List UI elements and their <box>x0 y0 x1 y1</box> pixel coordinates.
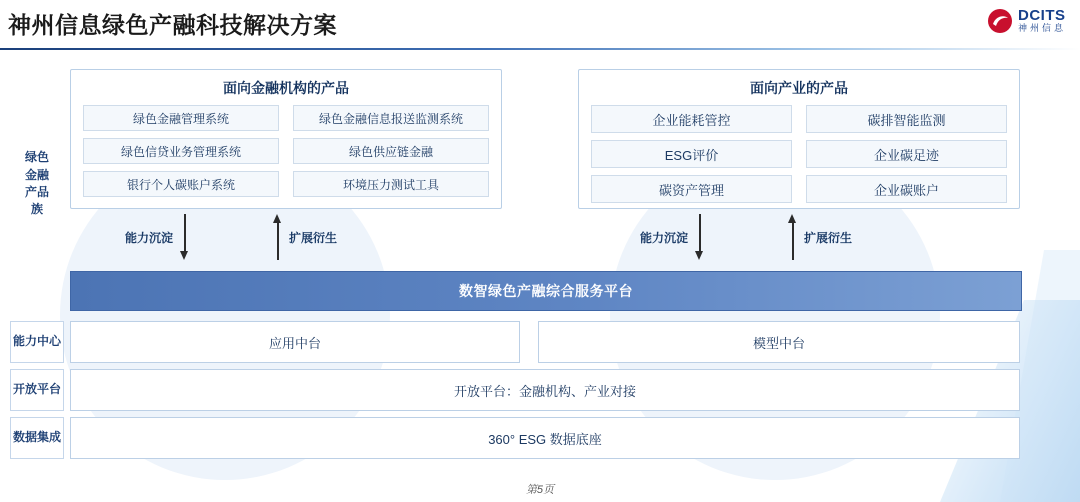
flow-right-capability-precipitation <box>640 214 705 260</box>
flow-left-down-label: 能力沉淀 <box>125 230 174 245</box>
slide-header <box>0 0 1080 49</box>
platform-service-bar-label: 数智绿色产融综合服务平台 <box>459 283 633 299</box>
arrow-up-icon <box>787 214 798 260</box>
arrow-down-icon <box>179 214 190 260</box>
box-model-middle-platform-label: 模型中台 <box>752 335 805 351</box>
rail-label-ability-center-text: 能力中心 <box>12 334 61 349</box>
logo-text-en: DCITS <box>1017 7 1066 25</box>
panel-financial-institution-products <box>70 69 502 209</box>
rail-label-ability-center <box>10 321 64 363</box>
page-title: 神州信息绿色产融科技解决方案 <box>8 12 337 38</box>
rail-label-data-integration-text: 数据集成 <box>12 430 61 445</box>
panel-left-title: 面向金融机构的产品 <box>223 80 349 96</box>
flow-left-capability-precipitation <box>125 214 190 260</box>
product-tile[interactable]: 绿色金融信息报送监测系统 <box>293 105 489 131</box>
arrow-up-icon <box>272 214 283 260</box>
diagram-canvas <box>0 49 1080 502</box>
platform-service-bar[interactable] <box>70 271 1022 311</box>
box-open-platform[interactable] <box>70 369 1020 411</box>
rail-label-open-platform-text: 开放平台 <box>12 382 61 397</box>
panel-right-title: 面向产业的产品 <box>750 80 848 96</box>
flow-right-extension-derivation <box>787 214 852 260</box>
product-tile[interactable]: 企业碳足迹 <box>806 140 1007 168</box>
rail-label-open-platform <box>10 369 64 411</box>
box-data-foundation[interactable] <box>70 417 1020 459</box>
dcits-swoosh-icon <box>987 8 1013 34</box>
flow-right-up-label: 扩展衍生 <box>804 230 853 245</box>
product-tile[interactable]: 绿色金融管理系统 <box>83 105 279 131</box>
box-application-middle-platform-label: 应用中台 <box>268 335 321 351</box>
product-tile[interactable]: 绿色信贷业务管理系统 <box>83 138 279 164</box>
box-data-foundation-label: 360° ESG 数据底座 <box>488 431 602 447</box>
logo-text-cn: 神州信息 <box>1017 23 1066 34</box>
product-tile[interactable]: 企业碳账户 <box>806 175 1007 203</box>
product-tile[interactable]: 银行个人碳账户系统 <box>83 171 279 197</box>
panel-industry-products <box>578 69 1020 209</box>
rail-label-product-family <box>10 69 64 299</box>
panel-left-tile-grid <box>83 105 489 197</box>
product-tile[interactable]: 碳资产管理 <box>591 175 792 203</box>
box-open-platform-label: 开放平台：金融机构、产业对接 <box>453 383 636 399</box>
flow-right-down-label: 能力沉淀 <box>640 230 689 245</box>
rail-label-data-integration <box>10 417 64 459</box>
flow-left-extension-derivation <box>272 214 337 260</box>
panel-right-tile-grid <box>591 105 1007 203</box>
brand-logo <box>987 8 1066 34</box>
box-model-middle-platform[interactable] <box>538 321 1020 363</box>
product-tile[interactable]: 企业能耗管控 <box>591 105 792 133</box>
arrow-down-icon <box>694 214 705 260</box>
flow-left-up-label: 扩展衍生 <box>289 230 338 245</box>
product-tile[interactable]: ESG评价 <box>591 140 792 168</box>
product-tile[interactable]: 环境压力测试工具 <box>293 171 489 197</box>
product-tile[interactable]: 绿色供应链金融 <box>293 138 489 164</box>
box-application-middle-platform[interactable] <box>70 321 520 363</box>
product-tile[interactable]: 碳排智能监测 <box>806 105 1007 133</box>
rail-label-product-family-text: 绿色金融产品族 <box>25 150 50 217</box>
page-number: 第5页 <box>525 484 555 496</box>
